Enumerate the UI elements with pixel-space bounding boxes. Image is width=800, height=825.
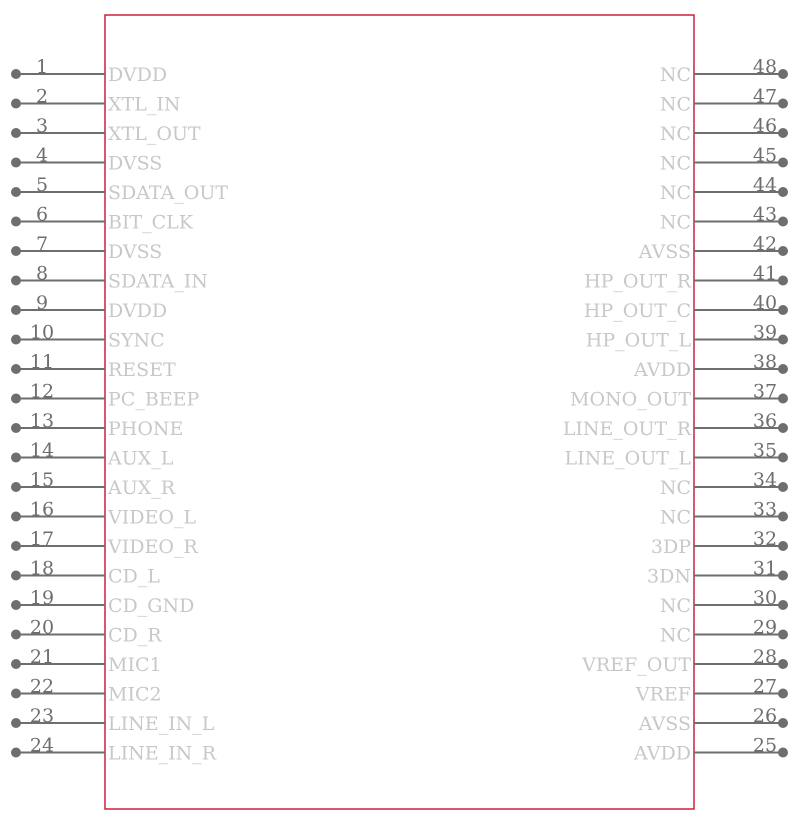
- pin-end-dot: [11, 541, 21, 551]
- pin-number: 10: [29, 321, 55, 344]
- pin-2: [11, 86, 180, 116]
- pin-number: 8: [35, 262, 49, 285]
- pin-number: 12: [29, 380, 55, 403]
- pin-name: AVSS: [638, 713, 691, 735]
- pin-end-dot: [778, 512, 788, 522]
- pin-end-dot: [778, 276, 788, 286]
- pin-number: 30: [752, 587, 778, 609]
- pin-32: [651, 528, 788, 558]
- pin-name: DVDD: [108, 300, 168, 322]
- pin-end-dot: [11, 69, 21, 79]
- pin-number: 28: [752, 646, 778, 668]
- pin-name: MIC1: [108, 654, 162, 676]
- pin-number: 35: [752, 439, 778, 462]
- pin-name: SDATA_IN: [108, 270, 208, 293]
- pin-end-dot: [778, 600, 788, 610]
- pin-13: [11, 410, 183, 440]
- pin-end-dot: [11, 364, 21, 374]
- pin-37: [570, 381, 788, 411]
- pin-18: [11, 558, 160, 588]
- pin-name: AVSS: [638, 241, 691, 263]
- pin-end-dot: [11, 217, 21, 227]
- pin-end-dot: [11, 718, 21, 728]
- pin-end-dot: [11, 99, 21, 109]
- pin-end-dot: [778, 453, 788, 463]
- pin-end-dot: [778, 482, 788, 492]
- pin-number: 26: [752, 705, 778, 727]
- pin-number: 15: [29, 469, 55, 491]
- pin-number: 31: [752, 557, 778, 580]
- pin-number: 46: [752, 115, 778, 137]
- pin-end-dot: [11, 512, 21, 522]
- pin-40: [584, 292, 788, 322]
- pin-26: [638, 705, 788, 735]
- pin-number: 14: [29, 439, 55, 462]
- pin-28: [581, 646, 788, 676]
- pin-number: 4: [35, 144, 49, 167]
- pin-end-dot: [11, 394, 21, 404]
- pin-number: 45: [752, 144, 778, 167]
- pin-name: SDATA_OUT: [108, 182, 229, 204]
- pin-43: [660, 204, 788, 234]
- pin-27: [635, 676, 788, 706]
- pin-name: AUX_R: [108, 477, 176, 499]
- pin-45: [660, 145, 788, 175]
- pin-number: 9: [35, 292, 49, 314]
- pin-39: [586, 322, 788, 352]
- pin-end-dot: [778, 217, 788, 227]
- pin-29: [660, 617, 788, 647]
- pin-number: 41: [752, 262, 778, 285]
- pin-name: CD_L: [108, 565, 160, 588]
- pin-end-dot: [778, 305, 788, 315]
- pin-20: [11, 617, 162, 647]
- pin-8: [11, 263, 208, 293]
- pin-name: NC: [659, 211, 691, 234]
- pin-41: [584, 263, 788, 293]
- pin-end-dot: [778, 748, 788, 758]
- pin-number: 22: [29, 675, 55, 698]
- pin-16: [11, 499, 196, 529]
- pin-number: 36: [752, 410, 778, 432]
- pin-name: AVDD: [634, 742, 691, 765]
- pin-number: 47: [752, 85, 778, 108]
- pin-number: 27: [752, 675, 778, 698]
- pin-name: NC: [659, 123, 691, 145]
- pin-35: [565, 440, 789, 470]
- pin-end-dot: [778, 659, 788, 669]
- pin-number: 42: [752, 233, 778, 255]
- pin-name: NC: [659, 477, 691, 499]
- pin-23: [11, 705, 215, 735]
- pin-31: [647, 558, 788, 588]
- pin-number: 20: [29, 616, 55, 639]
- pin-48: [660, 56, 788, 86]
- pin-name: VIDEO_R: [108, 536, 198, 558]
- pin-1: [11, 56, 167, 86]
- pin-number: 3: [35, 115, 49, 137]
- pin-end-dot: [11, 305, 21, 315]
- pin-end-dot: [11, 689, 21, 699]
- pin-name: LINE_OUT_R: [562, 418, 691, 440]
- pin-34: [660, 469, 788, 499]
- pin-name: SYNC: [108, 329, 165, 352]
- pin-30: [660, 587, 788, 617]
- pin-number: 37: [752, 380, 778, 403]
- pin-14: [11, 440, 174, 470]
- pin-name: RESET: [108, 359, 176, 381]
- pin-end-dot: [778, 630, 788, 640]
- pin-name: VIDEO_L: [108, 506, 197, 529]
- pin-end-dot: [11, 571, 21, 581]
- pin-end-dot: [778, 335, 788, 345]
- pin-number: 40: [752, 292, 778, 314]
- pin-number: 39: [752, 321, 778, 344]
- pin-3: [11, 115, 201, 145]
- pin-number: 44: [752, 174, 778, 196]
- pin-33: [660, 499, 788, 529]
- pin-25: [633, 735, 788, 765]
- pin-number: 23: [29, 705, 55, 727]
- pin-5: [11, 174, 228, 204]
- pin-name: MONO_OUT: [570, 388, 691, 411]
- pin-name: HP_OUT_L: [585, 329, 691, 352]
- pin-end-dot: [11, 659, 21, 669]
- pin-4: [11, 145, 162, 175]
- pin-name: AUX_L: [108, 447, 174, 470]
- pin-number: 2: [35, 85, 49, 108]
- pin-name: LINE_IN_R: [108, 742, 217, 765]
- pin-number: 25: [752, 734, 778, 757]
- pin-end-dot: [778, 246, 788, 256]
- pin-name: DVSS: [108, 241, 163, 263]
- pin-number: 43: [752, 203, 778, 226]
- pin-number: 38: [752, 351, 778, 373]
- pin-name: HP_OUT_C: [583, 300, 691, 322]
- pin-end-dot: [778, 128, 788, 138]
- pin-number: 34: [752, 469, 778, 491]
- pin-name: PC_BEEP: [108, 388, 200, 411]
- pin-number: 18: [29, 557, 55, 580]
- pin-46: [660, 115, 788, 145]
- pin-number: 33: [752, 498, 778, 521]
- pin-name: 3DN: [647, 565, 691, 588]
- pin-name: XTL_OUT: [108, 123, 201, 145]
- pin-24: [11, 735, 217, 765]
- pin-end-dot: [778, 571, 788, 581]
- pin-end-dot: [11, 158, 21, 168]
- pin-name: DVSS: [108, 152, 163, 175]
- pin-21: [11, 646, 162, 676]
- pin-22: [11, 676, 162, 706]
- pin-number: 21: [29, 646, 55, 668]
- pin-15: [11, 469, 176, 499]
- pin-end-dot: [11, 482, 21, 492]
- pin-number: 1: [35, 56, 49, 78]
- pin-name: LINE_OUT_L: [564, 447, 691, 470]
- pin-name: MIC2: [108, 683, 162, 706]
- pin-end-dot: [11, 246, 21, 256]
- pin-end-dot: [778, 364, 788, 374]
- pin-number: 24: [29, 734, 55, 757]
- pin-name: CD_GND: [108, 595, 195, 617]
- right-pin-group: [563, 56, 788, 765]
- pin-end-dot: [11, 335, 21, 345]
- pin-number: 7: [35, 233, 49, 255]
- pin-end-dot: [778, 394, 788, 404]
- pin-name: NC: [659, 93, 691, 116]
- pin-name: NC: [659, 624, 691, 647]
- pin-number: 29: [752, 616, 778, 639]
- pin-name: VREF_OUT: [582, 654, 691, 676]
- pin-number: 5: [35, 174, 49, 196]
- pin-44: [660, 174, 788, 204]
- pin-end-dot: [778, 718, 788, 728]
- pin-end-dot: [11, 600, 21, 610]
- pin-9: [11, 292, 167, 322]
- pin-end-dot: [11, 276, 21, 286]
- pin-end-dot: [11, 128, 21, 138]
- pin-end-dot: [778, 158, 788, 168]
- pin-11: [11, 351, 176, 381]
- pin-number: 19: [29, 587, 55, 609]
- pin-end-dot: [778, 69, 788, 79]
- pin-end-dot: [778, 187, 788, 197]
- pin-name: NC: [659, 595, 691, 617]
- pin-name: NC: [659, 506, 691, 529]
- pin-name: BIT_CLK: [108, 211, 193, 234]
- pin-number: 13: [29, 410, 55, 432]
- pin-name: LINE_IN_L: [108, 713, 215, 735]
- pin-19: [11, 587, 194, 617]
- pin-end-dot: [778, 541, 788, 551]
- pin-42: [638, 233, 788, 263]
- pin-end-dot: [11, 748, 21, 758]
- pin-end-dot: [11, 423, 21, 433]
- left-pin-group: [11, 56, 228, 765]
- pin-end-dot: [778, 99, 788, 109]
- pin-38: [633, 351, 788, 381]
- pin-name: CD_R: [108, 624, 162, 647]
- pin-name: NC: [659, 182, 691, 204]
- pin-number: 16: [29, 498, 55, 521]
- pin-name: PHONE: [108, 418, 184, 440]
- pin-7: [11, 233, 162, 263]
- pin-name: 3DP: [650, 536, 691, 558]
- pin-name: XTL_IN: [108, 93, 181, 116]
- pin-name: HP_OUT_R: [584, 270, 691, 293]
- pin-end-dot: [11, 630, 21, 640]
- pin-number: 11: [29, 351, 55, 373]
- pin-end-dot: [11, 187, 21, 197]
- pin-6: [11, 204, 194, 234]
- pin-name: NC: [659, 64, 691, 86]
- pin-number: 48: [752, 56, 778, 78]
- pin-name: NC: [659, 152, 691, 175]
- pin-end-dot: [778, 689, 788, 699]
- pin-end-dot: [778, 423, 788, 433]
- pin-number: 6: [35, 203, 49, 226]
- pin-end-dot: [11, 453, 21, 463]
- pin-name: VREF: [635, 683, 691, 706]
- pin-36: [563, 410, 788, 440]
- pin-name: DVDD: [108, 64, 168, 86]
- pin-number: 17: [29, 528, 55, 550]
- pin-number: 32: [752, 528, 778, 550]
- pin-10: [11, 322, 165, 352]
- pin-name: AVDD: [634, 359, 691, 381]
- pin-47: [660, 86, 788, 116]
